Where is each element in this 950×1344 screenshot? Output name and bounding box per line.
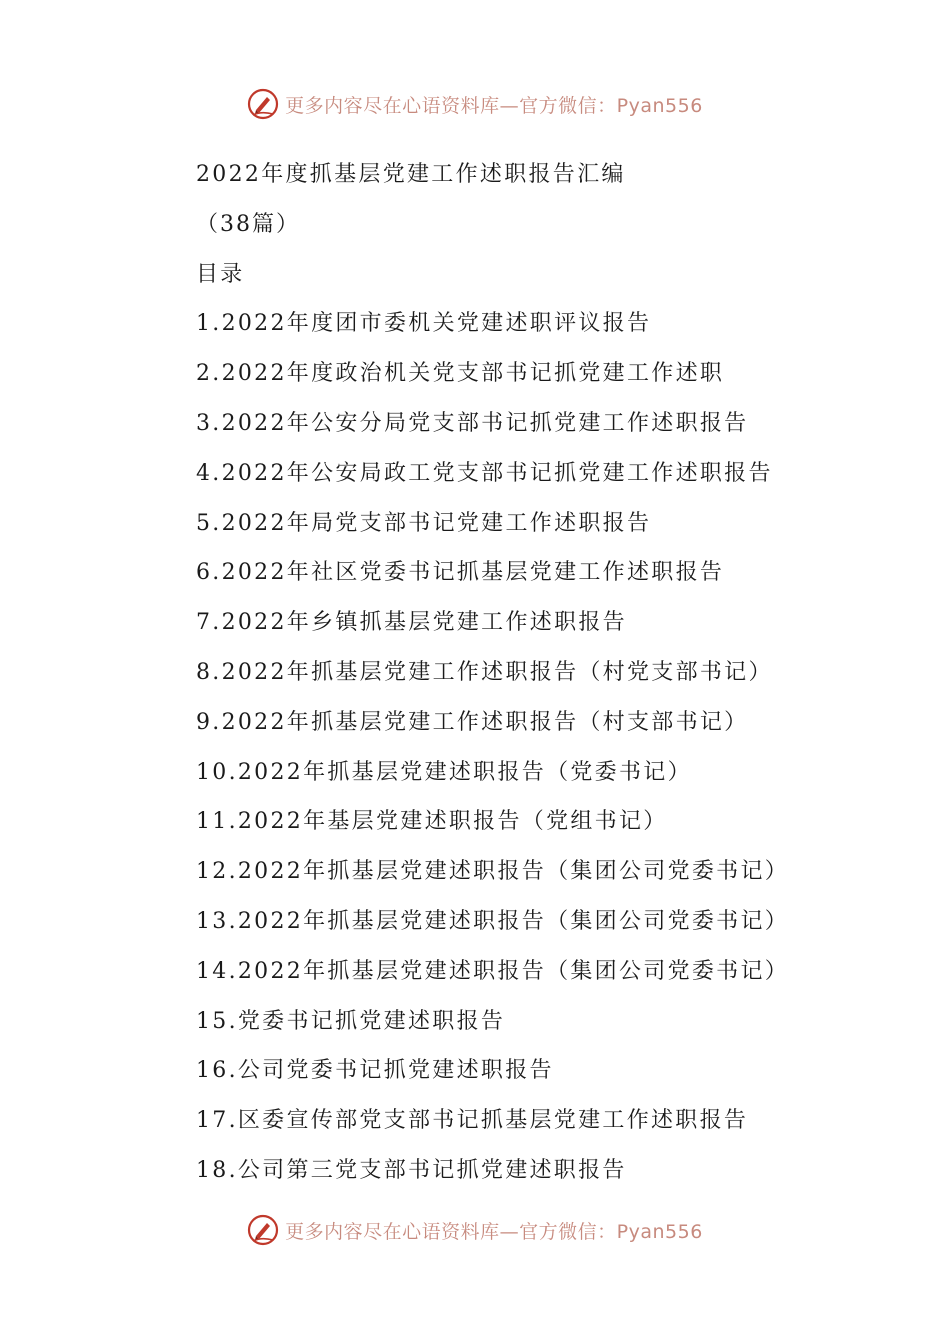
toc-item: 7.2022年乡镇抓基层党建工作述职报告 [196,610,627,636]
pen-logo-icon [247,88,279,120]
pen-logo-icon [247,1214,279,1246]
document-title: 2022年度抓基层党建工作述职报告汇编 [196,162,626,187]
toc-item: 14.2022年抓基层党建述职报告（集团公司党委书记） [196,958,790,984]
toc-item: 3.2022年公安分局党支部书记抓党建工作述职报告 [196,410,749,436]
toc-item: 15.党委书记抓党建述职报告 [196,1008,506,1034]
toc-item: 2.2022年度政治机关党支部书记抓党建工作述职 [196,361,725,387]
toc-item: 18.公司第三党支部书记抓党建述职报告 [196,1157,627,1183]
watermark-wechat-id: Pyan556 [616,94,703,117]
toc-item: 4.2022年公安局政工党支部书记抓党建工作述职报告 [196,460,773,486]
watermark-text: 更多内容尽在心语资料库—官方微信：Pyan556 [285,1220,703,1243]
toc-item: 8.2022年抓基层党建工作述职报告（村党支部书记） [196,659,773,685]
toc-item: 13.2022年抓基层党建述职报告（集团公司党委书记） [196,908,790,934]
watermark-footer [0,1210,950,1250]
document-body [196,150,916,1196]
toc-item: 17.区委宣传部党支部书记抓基层党建工作述职报告 [196,1108,749,1134]
toc-item: 1.2022年度团市委机关党建述职评议报告 [196,311,652,337]
toc-item: 12.2022年抓基层党建述职报告（集团公司党委书记） [196,859,790,885]
document-count-note: （38篇） [196,211,300,237]
watermark-header [0,84,950,124]
toc-item: 10.2022年抓基层党建述职报告（党委书记） [196,759,692,785]
toc-item: 5.2022年局党支部书记党建工作述职报告 [196,510,652,536]
toc-list [196,299,916,1195]
toc-item: 16.公司党委书记抓党建述职报告 [196,1058,554,1084]
toc-item: 6.2022年社区党委书记抓基层党建工作述职报告 [196,560,725,586]
toc-item: 11.2022年基层党建述职报告（党组书记） [196,809,668,835]
watermark-text: 更多内容尽在心语资料库—官方微信：Pyan556 [285,94,703,117]
toc-item: 9.2022年抓基层党建工作述职报告（村支部书记） [196,709,749,735]
watermark-wechat-id: Pyan556 [616,1220,703,1243]
toc-heading: 目录 [196,261,245,287]
